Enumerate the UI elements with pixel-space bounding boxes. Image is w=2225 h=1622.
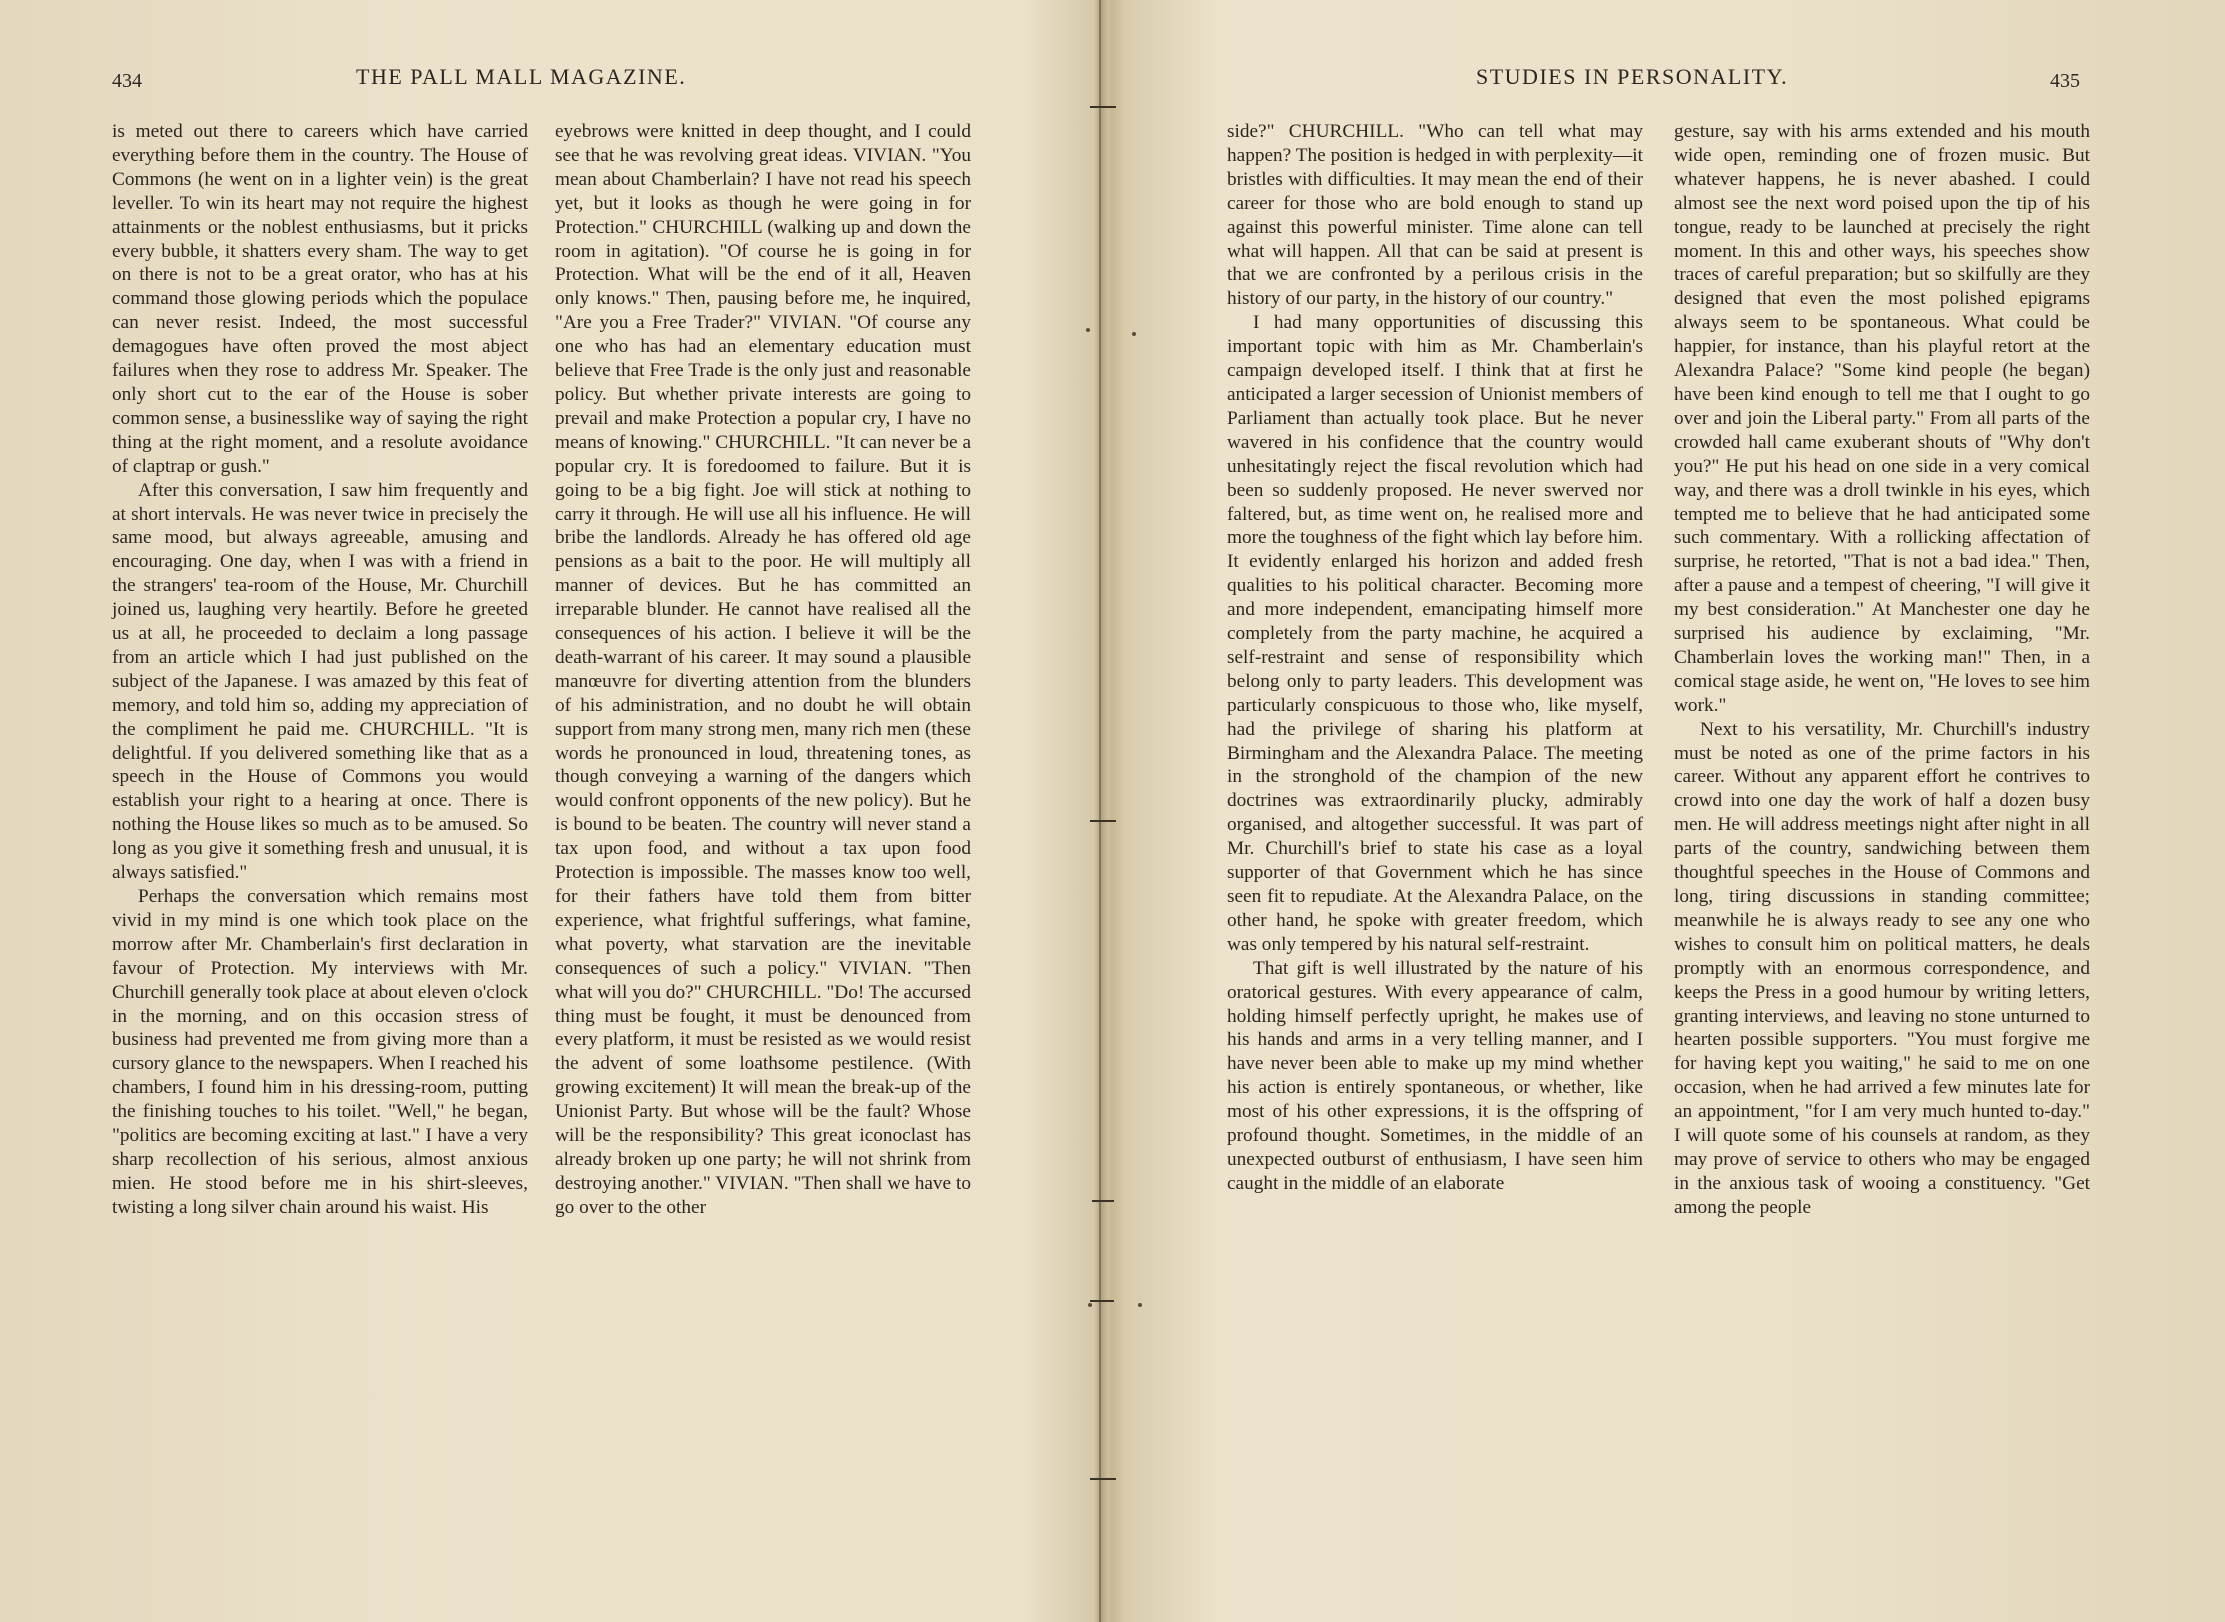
paragraph: side?" CHURCHILL. "Who can tell what may happen? The position is hedged in with perplexity—it bristles with difficulties. It may mean the end of their career for those who are bold enough to stand up against this powerful minister. Time alone can tell what will happen. All that can be said at present is that we are confronted by a perilous crisis in the history of our party, in the history of our country." [1227, 121, 1643, 310]
paragraph: I had many opportunities of discussing this important topic with him as Mr. Chamberlain's campaign developed itself. I think that at first he anticipated a larger secession of Unionist members of Parliament than actually took place. But he never wavered in his confidence that the country would unhesitatingly reject the fiscal revolution which had been so suddenly proposed. He never swerved nor faltered, but, as time went on, he realised more and more the toughness of the fight which lay before him. It evidently enlarged his horizon and added fresh qualities to his political character. Becoming more and more independent, emancipating himself more completely from the party machine, he acquired a self-restraint and sense of responsibility which belong only to party leaders. This development was particularly conspicuous to those who, like myself, had the privilege of sharing his platform at Birmingham and the Alexandra Palace. The meeting in the stronghold of the champion of the new doctrines was extraordinarily plucky, admirably organised, and altogether successful. It was part of Mr. Churchill's brief to state his case as a loyal supporter of that Government which he has since seen fit to repudiate. At the Alexandra Palace, on the other hand, he spoke with greater freedom, which was only tempered by his natural self-restraint. [1227, 312, 1643, 955]
page-number: 435 [2050, 70, 2080, 92]
paragraph: That gift is well illustrated by the nature of his oratorical gestures. With every appearance of calm, holding himself perfectly upright, he makes use of his hands and arms in a very telling manner, and I have never been able to make up my mind whether his action is entirely spontaneous, or whether, like most of his other expressions, it is the offspring of profound thought. Sometimes, in the middle of an unexpected outburst of enthusiasm, I have seen him caught in the middle of an elaborate [1227, 957, 1643, 1194]
text-column-1 [1227, 120, 1643, 1196]
paragraph: gesture, say with his arms extended and his mouth wide open, reminding one of frozen music. But whatever happens, he is never abashed. I could almost see the next word poised upon the tip of his tongue, ready to be launched at precisely the right moment. In this and other ways, his speeches show traces of careful preparation; but so skilfully are they designed that even the most polished epigrams always seem to be spontaneous. What could be happier, for instance, than his playful retort at the Alexandra Palace? "Some kind people (he began) have been kind enough to tell me that I ought to go over and join the Liberal party." From all parts of the crowded hall came exuberant shouts of "Why don't you?" He put his head on one side in a very comical way, and there was a droll twinkle in his eyes, which tempted me to believe that he had anticipated some such commentary. With a rollicking affectation of surprise, he retorted, "That is not a bad idea." Then, after a pause and a tempest of cheering, "I will give it my best consideration." At Manchester one day he surprised his audience by exclaiming, "Mr. Chamberlain loves the working man!" Then, in a comical stage aside, he went on, "He loves to see him work." [1674, 121, 2090, 716]
paragraph: Perhaps the conversation which remains most vivid in my mind is one which took place on the morrow after Mr. Chamberlain's first declaration in favour of Protection. My interviews with Mr. Churchill generally took place at about eleven o'clock in the morning, and on this occasion stress of business had prevented me from giving more than a cursory glance to the newspapers. When I reached his chambers, I found him in his dressing-room, putting the finishing touches to his toilet. "Well," he began, "politics are becoming exciting at last." I have a very sharp recollection of his serious, almost anxious mien. He stood before me in his shirt-sleeves, twisting a long silver chain around his waist. His [112, 886, 528, 1218]
binding-gutter [1094, 0, 1108, 1622]
page-number: 434 [112, 70, 142, 92]
binding-thread [1099, 0, 1101, 1622]
text-column-2 [1674, 120, 2090, 1220]
running-head: THE PALL MALL MAGAZINE. [356, 64, 687, 89]
page-header [0, 64, 1094, 104]
running-head: STUDIES IN PERSONALITY. [1476, 64, 1789, 89]
text-column-1 [112, 120, 528, 1220]
paragraph: eyebrows were knitted in deep thought, and I could see that he was revolving great ideas. VIVIAN. "You mean about Chamberlain? I have not read his speech yet, but it looks as though he were going in for Protection." CHURCHILL (walking up and down the room in agitation). "Of course he is going in for Protection. What will be the end of it all, Heaven only knows." Then, pausing before me, he inquired, "Are you a Free Trader?" VIVIAN. "Of course any one who has had an elementary education must believe that Free Trade is the only just and reasonable policy. But whether private interests are going to prevail and make Protection a popular cry, I have no means of knowing." CHURCHILL. "It can never be a popular cry. It is foredoomed to failure. But it is going to be a big fight. Joe will stick at nothing to carry it through. He will use all his influence. He will bribe the landlords. Already he has offered old age pensions as a bait to the poor. He will multiply all manner of devices. But he has committed an irreparable blunder. He cannot have realised all the consequences of his action. I believe it will be the death-warrant of his career. It may sound a plausible manœuvre for diverting attention from the blunders of his administration, and no doubt he will obtain support from many strong men, many rich men (these words he pronounced in loud, threatening tones, as though conveying a warning of the dangers which would confront opponents of the new policy). But he is bound to be beaten. The country will never stand a tax upon food, and without a tax upon food Protection is impossible. The masses know too well, for their fathers have told them from bitter experience, what frightful sufferings, what famine, what poverty, what starvation are the inevitable consequences of such a policy." VIVIAN. "Then what will you do?" CHURCHILL. "Do! The accursed thing must be fought, it must be denounced from every platform, it must be resisted as we would resist the advent of some loathsome pestilence. (With growing excitement) It will mean the break-up of the Unionist Party. But whose will be the fault? Whose will be the responsibility? This great iconoclast has already broken up one party; he will not shrink from destroying another." VIVIAN. "Then shall we have to go over to the other [555, 121, 971, 1218]
text-column-2 [555, 120, 971, 1220]
paragraph: is meted out there to careers which have carried everything before them in the country. The House of Commons (he went on in a lighter vein) is the great leveller. To win its heart may not require the highest attainments or the noblest enthusiasms, but it pricks every bubble, it shatters every sham. The way to get on there is not to be a great orator, who has at his command those glowing periods which the populace can never resist. Indeed, the most successful demagogues have often proved the most abject failures when they rose to address Mr. Speaker. The only short cut to the ear of the House is sober common sense, a businesslike way of saying the right thing at the right moment, and a resolute avoidance of claptrap or gush." [112, 121, 528, 477]
page-header [1110, 64, 2225, 104]
paragraph: After this conversation, I saw him frequently and at short intervals. He was never twice in precisely the same mood, but always agreeable, amusing and encouraging. One day, when I was with a friend in the strangers' tea-room of the House, Mr. Churchill joined us, laughing very heartily. Before he greeted us at all, he proceeded to declaim a long passage from an article which I had just published on the subject of the Japanese. I was amazed by this feat of memory, and told him so, adding my appreciation of the compliment he paid me. CHURCHILL. "It is delightful. If you delivered something like that as a speech in the House of Commons you would establish your right to a hearing at once. There is nothing the House likes so much as to be amused. So long as you give it something fresh and unusual, it is always satisfied." [112, 479, 528, 884]
left-page [0, 0, 1094, 1622]
paragraph: Next to his versatility, Mr. Churchill's industry must be noted as one of the prime factors in his career. Without any apparent effort he contrives to crowd into one day the work of half a dozen busy men. He will address meetings night after night in all parts of the country, sandwiching between them thoughtful speeches in the House of Commons and long, tiring discussions in standing committee; meanwhile he is always ready to see any one who wishes to consult him on political matters, he deals promptly with an enormous correspondence, and keeps the Press in a good humour by writing letters, granting interviews, and leaving no stone unturned to hearten possible supporters. "You must forgive me for having kept you waiting," he said to me on one occasion, when he had arrived a few minutes late for an appointment, "for I am very much hunted to-day." I will quote some of his counsels at random, as they may prove of service to others who may be engaged in the anxious task of wooing a constituency. "Get among the people [1674, 718, 2090, 1218]
right-page [1110, 0, 2225, 1622]
